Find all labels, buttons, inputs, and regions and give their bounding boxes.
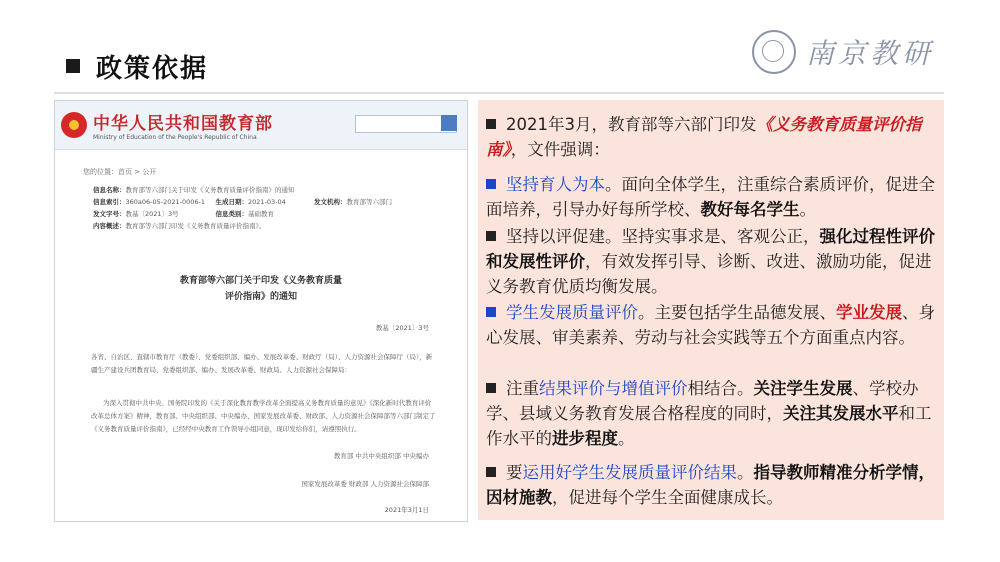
title-bullet [66, 59, 80, 73]
page-title: 政策依据 [96, 53, 209, 84]
document-number: 教基〔2021〕3号 [375, 324, 429, 332]
meta-row: 内容概述： 教育部等六部门印发《义务教育质量评价指南》。 [93, 222, 266, 230]
bullet-square-icon [486, 307, 496, 317]
ministry-name [93, 109, 273, 141]
signatory-1: 教育部 中共中央组织部 中央编办 [333, 452, 429, 460]
meta-row: 信息索引： 360a06-05-2021-0006-1 生成日期： 2021-03-04 发文机构： 教育部等六部门 [93, 198, 392, 206]
bullet-square-icon [486, 231, 496, 241]
point-4: 注重结果评价与增值评价相结合。关注学生发展、学校办学、县域义务教育发展合格程度的同时，关注其发展水平和工作水平的进步程度。 [486, 379, 932, 448]
document-meta [93, 184, 392, 232]
page-header [66, 46, 208, 86]
ministry-banner [55, 101, 467, 150]
logo-text: 南京教研 [806, 37, 935, 70]
point-3: 学生发展质量评价。主要包括学生品德发展、学业发展、身心发展、审美素养、劳动与社会实践等五个方面重点内容。 [486, 303, 935, 347]
ministry-name-en: Ministry of Education of the People's Republic of China [93, 134, 257, 141]
point-5: 要运用好学生发展质量评价结果。指导教师精准分析学情，因材施教，促进每个学生全面健康成长。 [486, 463, 935, 507]
key-points-panel [478, 100, 944, 520]
document-body: 为深入贯彻中共中央、国务院印发的《关于深化教育教学改革全面提高义务教育质量的意见》《深化新时代教育评价改革总体方案》精神，教育部、中央组织部、中央编办、国家发展改革委、财政部、人力资源社会保障部等六部门制定了《义务教育质量评价指南》，已经经中央教育工作领导小组同意，现印发给你们，请遵照执行。 [91, 399, 436, 433]
seal-icon [752, 30, 796, 74]
bullet-square-icon [486, 179, 496, 189]
search-input[interactable] [355, 115, 457, 133]
document-title: 教育部等六部门关于印发《义务教育质量 评价指南》的通知 [179, 276, 342, 302]
intro-item: 2021年3月，教育部等六部门印发《义务教育质量评价指南》，文件强调： [486, 115, 922, 159]
national-emblem-icon [61, 112, 87, 138]
document-date: 2021年3月1日 [384, 506, 429, 514]
bullet-square-icon [486, 467, 496, 477]
signatory-2: 国家发展改革委 财政部 人力资源社会保障部 [301, 480, 429, 488]
meta-row: 信息名称： 教育部等六部门关于印发《义务教育质量评价指南》的通知 [93, 186, 295, 194]
ministry-name-cn: 中华人民共和国教育部 [93, 114, 273, 134]
meta-row: 发文字号： 教基〔2021〕3号 信息类别： 基础教育 [93, 210, 274, 218]
document-addressee: 各省、自治区、直辖市教育厅（教委）、党委组织部、编办、发展改革委、财政厅（局）、人力资源社会保障厅（局），新疆生产建设兵团教育局、党委组织部、编办、发展改革委、财政局、人力资源社会保障局： [91, 353, 433, 374]
search-icon[interactable] [441, 115, 457, 131]
document-screenshot [54, 100, 468, 522]
point-1: 坚持育人为本。面向全体学生，注重综合素质评价，促进全面培养，引导办好每所学校、教好每名学生。 [486, 175, 935, 219]
bullet-square-icon [486, 119, 496, 129]
breadcrumb: 您的位置：首页 > 公开 [83, 168, 157, 176]
logo [752, 30, 934, 74]
point-2: 坚持以评促建。坚持实事求是、客观公正，强化过程性评价和发展性评价，有效发挥引导、诊断、改进、激励功能，促进义务教育优质均衡发展。 [486, 227, 935, 296]
bullet-square-icon [486, 383, 496, 393]
header-divider [54, 92, 944, 94]
